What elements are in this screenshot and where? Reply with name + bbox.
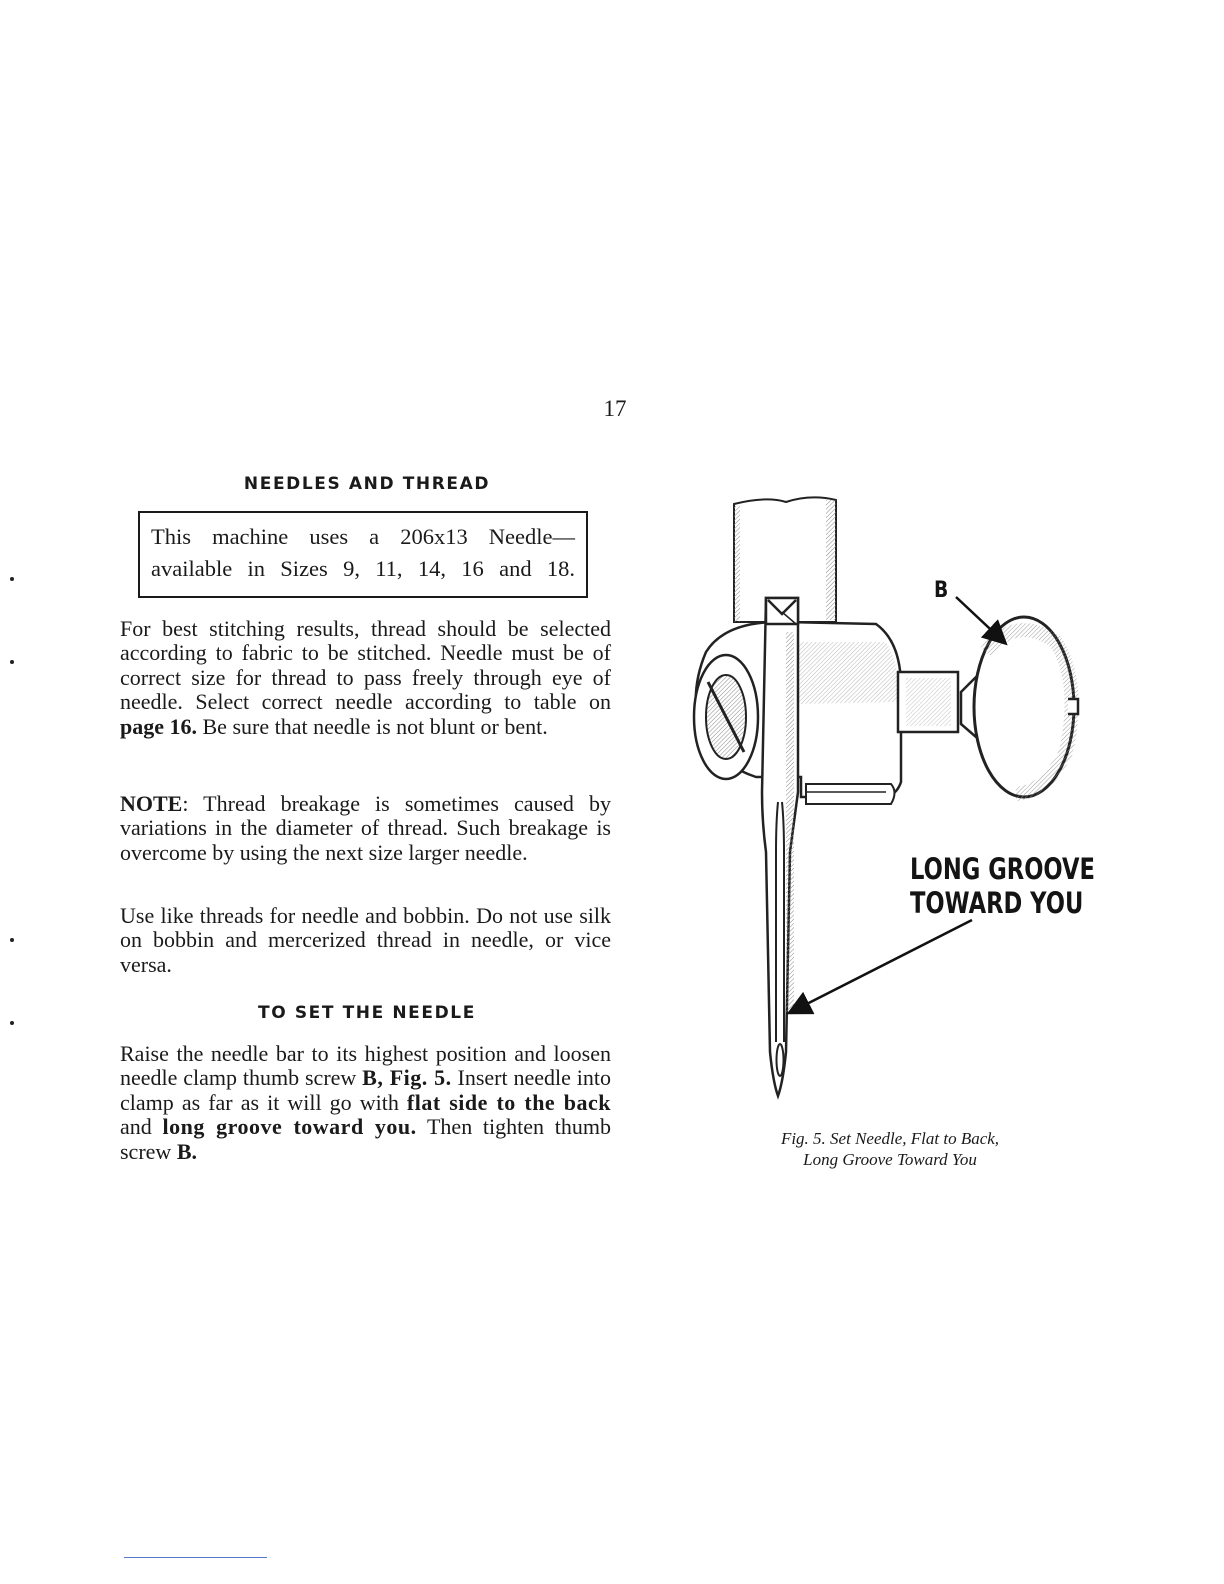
margin-dot: [10, 577, 14, 581]
margin-dot: [10, 660, 14, 664]
needle-spec-line-1: This machine uses a 206x13 Needle—: [151, 524, 575, 549]
page-reference: page 16.: [120, 713, 197, 739]
thread-selection-paragraph: [120, 617, 611, 739]
fig-reference: B, Fig. 5.: [362, 1065, 452, 1091]
like-threads-paragraph: Use like threads for needle and bobbin. Do not use silk on bobbin and mercerized thread in needle, or vice versa.: [120, 903, 611, 977]
needle-clamp-drawing: [686, 492, 1086, 1112]
note-label: NOTE: [120, 791, 183, 816]
figure-caption-line-2: Long Groove Toward You: [803, 1150, 977, 1169]
thumb-screw: [898, 617, 1078, 797]
margin-dot: [10, 938, 14, 942]
set-needle-text-4: Then tighten thumb screw: [120, 1114, 611, 1164]
needle-illustration: [686, 492, 1086, 1112]
needle-spec-box: [138, 511, 588, 598]
figure-caption-line-1: Fig. 5. Set Needle, Flat to Back,: [780, 1129, 1000, 1148]
arrow-to-thumb-screw: [956, 597, 1004, 642]
needle: [762, 598, 798, 1096]
margin-dot: [10, 1021, 14, 1025]
label-long-groove-line-2: TOWARD YOU: [910, 886, 1084, 920]
section-heading-needles-and-thread: NEEDLES AND THREAD: [243, 474, 491, 494]
set-needle-text-3: and: [120, 1114, 163, 1140]
thumb-screw-reference: B.: [176, 1138, 197, 1164]
note-text: : Thread breakage is sometimes caused by variations in the diameter of thread. Such breakage is overcome by using the next size larger needle.: [120, 791, 611, 865]
set-needle-text-1: Raise the needle bar to its highest position and loosen needle clamp thumb screw: [120, 1041, 611, 1091]
footer-rule: [124, 1557, 267, 1558]
section-heading-to-set-the-needle: TO SET THE NEEDLE: [258, 1003, 476, 1023]
label-long-groove: [910, 852, 1095, 920]
flat-side-emphasis: flat side to the back: [406, 1089, 611, 1115]
thread-selection-text: For best stitching results, thread should be selected according to fabric to be stitched. Needle must be of correct size for thread to pass freely through eye of needle. Select correct needle according to table on: [120, 616, 611, 715]
note-paragraph: [120, 792, 611, 865]
set-needle-paragraph: [120, 1042, 611, 1164]
label-b: B: [934, 578, 949, 603]
label-long-groove-line-1: LONG GROOVE: [910, 852, 1096, 886]
arrow-to-long-groove: [791, 920, 972, 1012]
figure-caption: [740, 1128, 1040, 1170]
page-number: 17: [603, 396, 627, 421]
long-groove-emphasis: long groove toward you.: [162, 1114, 417, 1140]
set-needle-text-2: Insert needle into clamp as far as it will go with: [120, 1065, 611, 1115]
needle-spec-line-2: available in Sizes 9, 11, 14, 16 and 18.: [151, 556, 575, 581]
thread-selection-text-end: Be sure that needle is not blunt or bent.: [197, 713, 548, 739]
